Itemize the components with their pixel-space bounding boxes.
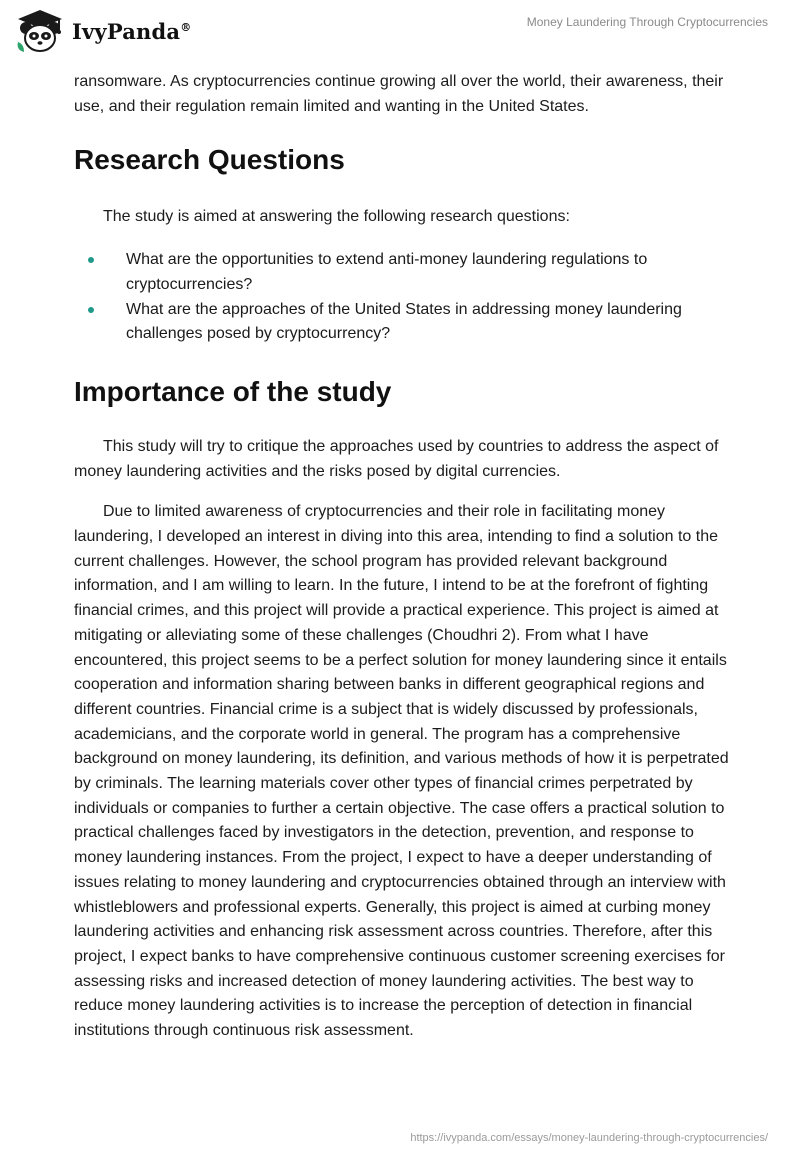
question-text: What are the approaches of the United States in addressing money laundering challenges posed by cryptocurrency?: [126, 300, 682, 343]
importance-paragraph: This study will try to critique the approaches used by countries to address the aspect of money laundering activities and the risks posed by digital currencies.: [74, 437, 719, 480]
panda-icon: [14, 8, 66, 54]
source-url[interactable]: https://ivypanda.com/essays/money-laundering-through-cryptocurrencies/: [410, 1132, 768, 1144]
document-body: [74, 70, 734, 1044]
bullet-icon: [88, 257, 94, 263]
research-questions-heading: Research Questions: [74, 144, 345, 176]
page-header: [0, 0, 800, 70]
ivypanda-logo[interactable]: [14, 8, 191, 54]
question-text: What are the opportunities to extend anti-money laundering regulations to cryptocurrencies?: [126, 251, 648, 293]
research-questions-list: [74, 248, 734, 347]
document-title: Money Laundering Through Cryptocurrencies: [526, 15, 768, 29]
research-lead-paragraph: The study is aimed at answering the following research questions:: [103, 208, 570, 226]
list-item: [74, 248, 734, 297]
bullet-icon: [88, 307, 94, 313]
list-item: [74, 298, 734, 347]
intro-paragraph: ransomware. As cryptocurrencies continue growing all over the world, their awareness, their use, and their regulation remain limited and wanting in the United States.: [74, 73, 724, 115]
brand-name: IvyPanda®: [72, 18, 192, 44]
importance-heading: Importance of the study: [74, 375, 392, 407]
importance-paragraph: Due to limited awareness of cryptocurrencies and their role in facilitating money laundering, I developed an interest in diving into this area, intending to find a solution to the current challenges. However, the school program has provided relevant background information, and I am willing to learn. In the future, I intend to be at the forefront of fighting financial crimes, and this project will provide a practical experience. This project is aimed at mitigating or alleviating some of these challenges (Choudhri 2). From what I have encountered, this project seems to be a perfect solution for money laundering since it entails cooperation and information sharing between banks in different geographical regions and different countries. Financial crime is a subject that is widely discussed by professionals, academicians, and the corporate world in general. The program has a comprehensive background on money laundering, its definition, and various methods of how it is perpetrated by criminals. The learning materials cover other types of financial crimes perpetrated by individuals or companies to further a certain objective. The case offers a practical solution to practical challenges faced by investigators in the detection, prevention, and response to money laundering instances. From the project, I expect to have a deeper understanding of issues relating to money laundering and cryptocurrencies obtained through an interview with whistleblowers and professional experts. Generally, this project is aimed at curbing money laundering activities and enhancing risk assessment across countries. Therefore, after this project, I expect banks to have comprehensive continuous customer screening exercises for assessing risks and increased detection of money laundering activities. The best way to reduce money laundering activities is to increase the perception of detection in financial institutions through continuous risk assessment.: [74, 503, 729, 1040]
